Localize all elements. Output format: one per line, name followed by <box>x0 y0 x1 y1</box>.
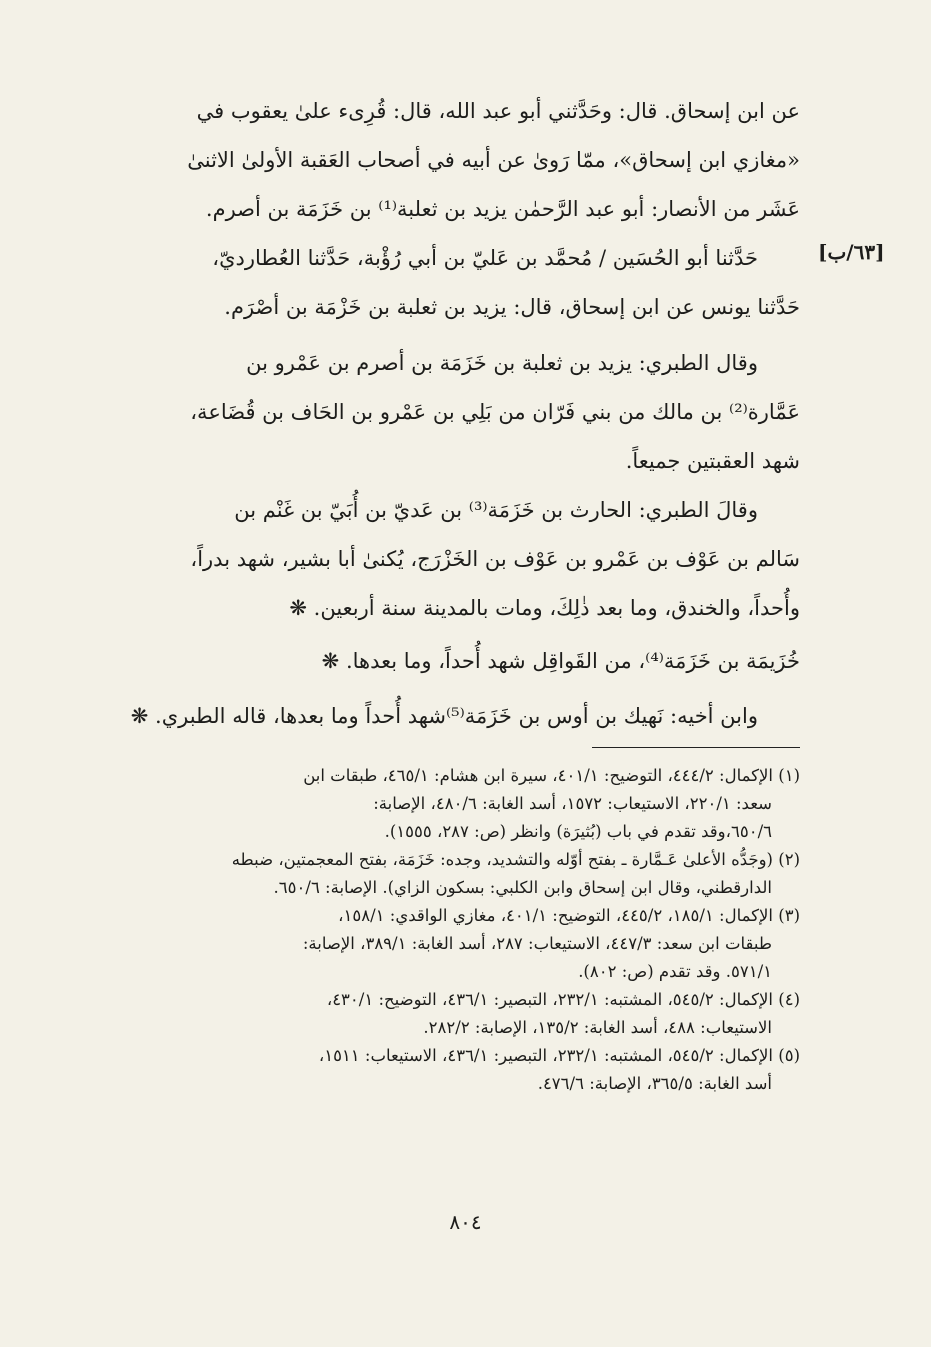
footnote-separator <box>592 747 800 748</box>
footnote-line: ٦٥٠/٦،وقد تقدم في باب (بُثيرَة) وانظر (ص: ٢٨٧، ١٥٥٥). <box>384 822 772 841</box>
text-line: خُزَيمَة بن خَزَمَة⁽⁴⁾، من القَواقِل شهد أُحداً، وما بعدها. ❋ <box>321 649 800 673</box>
paragraph-6 <box>108 692 800 741</box>
footnote-line: أسد الغابة: ٣٦٥/٥، الإصابة: ٤٧٦/٦. <box>537 1074 772 1093</box>
footnote-line: (١) الإكمال: ٤٤٤/٢، التوضيح: ٤٠١/١، سيرة ابن هشام: ٤٦٥/١، طبقات ابن <box>303 766 800 785</box>
footnotes <box>108 762 800 1098</box>
text-line: سَالم بن عَوْف بن عَمْرو بن عَوْف بن الخَزْرَج، يُكنىٰ أبا بشير، شهد بدراً، <box>190 547 800 571</box>
footnote-line: الدارقطني، وقال ابن إسحاق وابن الكلبي: بسكون الزاي). الإصابة: ٦٥٠/٦. <box>273 878 772 897</box>
text-line: وابن أخيه: نَهيك بن أوس بن خَزَمَة⁽⁵⁾شهد أُحداً وما بعدها، قاله الطبري. ❋ <box>130 704 758 728</box>
footnote-5 <box>108 1042 800 1098</box>
paragraph-3 <box>108 339 800 486</box>
paragraph-4 <box>108 486 800 633</box>
footnote-line: الاستيعاب: ٤٨٨، أسد الغابة: ١٣٥/٢، الإصابة: ٢٨٢/٢. <box>423 1018 772 1037</box>
text-line: حَدَّثنا يونس عن ابن إسحاق، قال: يزيد بن ثعلبة بن خَزْمَة بن أصْرَم. <box>224 295 800 319</box>
paragraph-2 <box>108 234 800 332</box>
footnote-line: (٣) الإكمال: ١٨٥/١، ٤٤٥/٢، التوضيح: ٤٠١/١، مغازي الواقدي: ١٥٨/١، <box>338 906 800 925</box>
page-number: ٨٠٤ <box>449 1210 482 1234</box>
text-line: شهد العقبتين جميعاً. <box>625 449 800 473</box>
text-line: عَمَّارة⁽²⁾ بن مالك من بني فَرّان من بَلِي بن عَمْرو بن الحَاف بن قُضَاعة، <box>190 400 800 424</box>
paragraph-5 <box>108 637 800 686</box>
text-line: حَدَّثنا أبو الحُسَين / مُحمَّد بن عَليّ بن أبي رُؤْبة، حَدَّثنا العُطارديّ، <box>212 246 758 270</box>
text-line: عَشَر من الأنصار: أبو عبد الرَّحمٰن يزيد بن ثعلبة⁽¹⁾ بن خَزَمَة بن أصرم. <box>205 197 800 221</box>
footnote-line: سعد: ٢٢٠/١، الاستيعاب: ١٥٧٢، أسد الغابة: ٤٨٠/٦، الإصابة: <box>373 794 772 813</box>
footnote-line: (٢) (وجَدُّه الأعلىٰ عَـمَّارة ـ بفتح أوّله والتشديد، وجده: خَزَمَة، بفتح المعجمتين، ضبطه <box>231 850 800 869</box>
text-line: عن ابن إسحاق. قال: وحَدَّثني أبو عبد الله، قال: قُرِىء علىٰ يعقوب في <box>196 99 800 123</box>
footnote-1 <box>108 762 800 846</box>
text-line: وأُحداً، والخندق، وما بعد ذٰلِكَ، ومات بالمدينة سنة أربعين. ❋ <box>289 596 800 620</box>
footnote-3 <box>108 902 800 986</box>
text-line: وقالَ الطبري: الحارث بن خَزَمَة⁽³⁾ بن عَديّ بن أُبَيّ بن غَنْم بن <box>234 498 758 522</box>
footnote-line: (٤) الإكمال: ٥٤٥/٢، المشتبه: ٢٣٢/١، التبصير: ٤٣٦/١، التوضيح: ٤٣٠/١، <box>326 990 800 1009</box>
footnote-line: (٥) الإكمال: ٥٤٥/٢، المشتبه: ٢٣٢/١، التبصير: ٤٣٦/١، الاستيعاب: ١٥١١، <box>318 1046 800 1065</box>
footnote-line: ٥٧١/١. وقد تقدم (ص: ٨٠٢). <box>578 962 772 981</box>
paragraph-1 <box>108 87 800 234</box>
footnote-2 <box>108 846 800 902</box>
footnote-4 <box>108 986 800 1042</box>
text-line: «مغازي ابن إسحاق»، ممّا رَوىٰ عن أبيه في أصحاب العَقبة الأولىٰ الاثنىٰ <box>187 148 800 172</box>
footnote-line: طبقات ابن سعد: ٤٤٧/٣، الاستيعاب: ٢٨٧، أسد الغابة: ٣٨٩/١، الإصابة: <box>302 934 772 953</box>
text-line: وقال الطبري: يزيد بن ثعلبة بن خَزَمَة بن أصرم بن عَمْرو بن <box>246 351 758 375</box>
manuscript-folio-reference: [٦٣/ب] <box>818 240 885 264</box>
